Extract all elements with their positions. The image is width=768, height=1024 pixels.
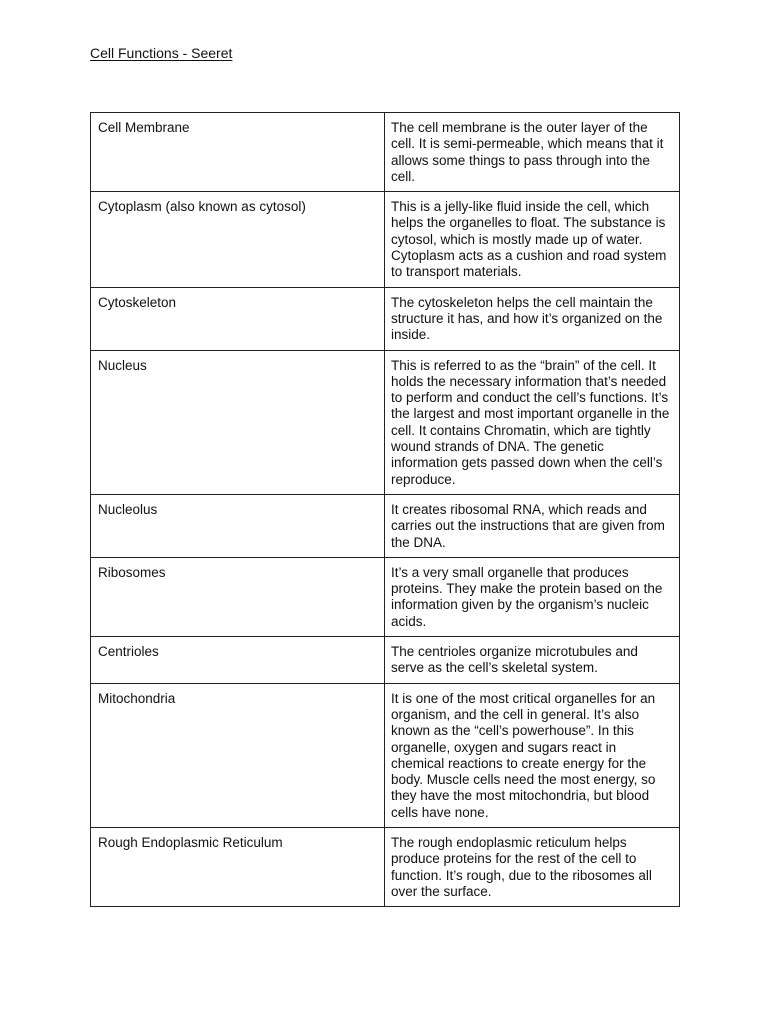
table-row bbox=[91, 192, 680, 287]
organelle-description: It creates ribosomal RNA, which reads and carries out the instructions that are given from the DNA. bbox=[385, 494, 680, 557]
organelle-description: The cytoskeleton helps the cell maintain the structure it has, and how it’s organized on the inside. bbox=[385, 287, 680, 350]
organelle-description: It’s a very small organelle that produces proteins. They make the protein based on the information given by the organism’s nucleic acids. bbox=[385, 557, 680, 636]
organelle-description: This is a jelly-like fluid inside the cell, which helps the organelles to float. The substance is cytosol, which is mostly made up of water. Cytoplasm acts as a cushion and road system to transport materials. bbox=[385, 192, 680, 287]
organelle-name: Cell Membrane bbox=[91, 113, 385, 192]
document-title: Cell Functions - Seeret bbox=[90, 45, 233, 61]
organelle-name: Nucleolus bbox=[91, 494, 385, 557]
organelle-name: Ribosomes bbox=[91, 557, 385, 636]
organelle-name: Mitochondria bbox=[91, 683, 385, 827]
organelle-description: The centrioles organize microtubules and serve as the cell’s skeletal system. bbox=[385, 637, 680, 684]
cell-functions-table bbox=[90, 112, 680, 907]
organelle-description: The cell membrane is the outer layer of the cell. It is semi-permeable, which means that it allows some things to pass through into the cell. bbox=[385, 113, 680, 192]
table-row bbox=[91, 683, 680, 827]
organelle-description: It is one of the most critical organelles for an organism, and the cell in general. It’s also known as the “cell’s powerhouse”. In this organelle, oxygen and sugars react in chemical reactions to create energy for the body. Muscle cells need the most energy, so they have the most mitochondria, but blood cells have none. bbox=[385, 683, 680, 827]
table-row bbox=[91, 350, 680, 494]
organelle-description: The rough endoplasmic reticulum helps produce proteins for the rest of the cell to function. It’s rough, due to the ribosomes all over the surface. bbox=[385, 827, 680, 906]
organelle-name: Centrioles bbox=[91, 637, 385, 684]
organelle-name: Nucleus bbox=[91, 350, 385, 494]
table-row bbox=[91, 557, 680, 636]
table-row bbox=[91, 827, 680, 906]
organelle-name: Rough Endoplasmic Reticulum bbox=[91, 827, 385, 906]
table-row bbox=[91, 113, 680, 192]
organelle-description: This is referred to as the “brain” of the cell. It holds the necessary information that’s needed to perform and conduct the cell’s functions. It’s the largest and most important organelle in the cell. It contains Chromatin, which are tightly wound strands of DNA. The genetic information gets passed down when the cell’s reproduce. bbox=[385, 350, 680, 494]
organelle-name: Cytoplasm (also known as cytosol) bbox=[91, 192, 385, 287]
table-row bbox=[91, 287, 680, 350]
table-row bbox=[91, 494, 680, 557]
organelle-name: Cytoskeleton bbox=[91, 287, 385, 350]
table-row bbox=[91, 637, 680, 684]
